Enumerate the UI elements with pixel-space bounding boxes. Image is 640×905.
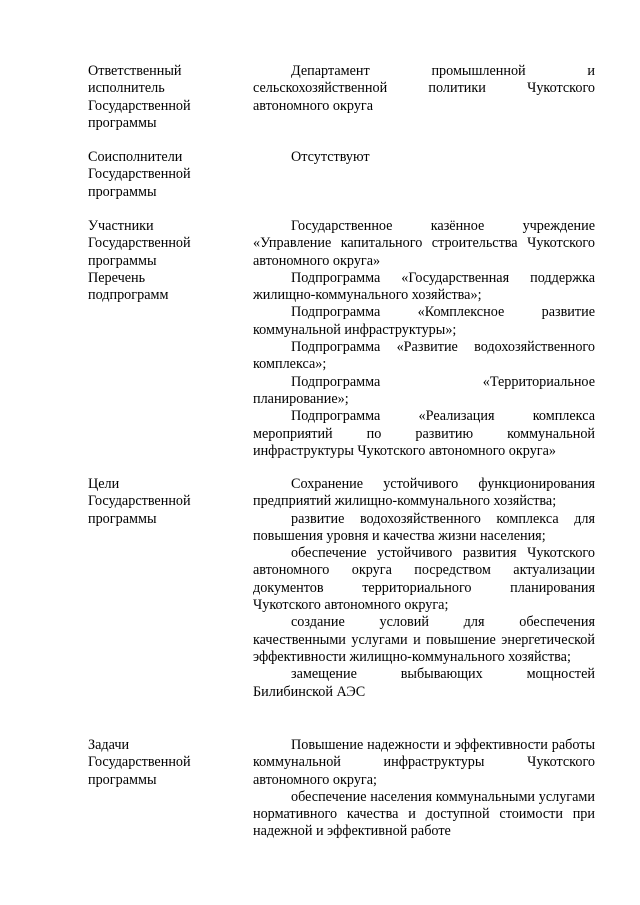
- row-label: [88, 149, 228, 201]
- label-line: Государственной: [88, 97, 191, 114]
- value-paragraph: создание условий для обеспечения качественными услугами и повышение энергетической эффективности жилищно-коммунального хозяйства;: [253, 614, 595, 665]
- label-line: Участники: [88, 218, 154, 234]
- row-label: [88, 63, 228, 132]
- label-line: Государственной: [88, 493, 191, 510]
- value-paragraph: Государственное казённое учреждение «Управление капитального строительства Чукотского автономного округа»: [253, 218, 595, 269]
- label-line: программы: [88, 114, 157, 131]
- value-paragraph: развитие водохозяйственного комплекса для повышения уровня и качества жизни населения;: [253, 510, 595, 544]
- row-label: [88, 737, 228, 789]
- label-line: программы: [88, 252, 157, 269]
- row-value: [253, 149, 595, 166]
- label-line: Государственной: [88, 754, 191, 771]
- label-line: программы: [88, 771, 157, 788]
- value-paragraph: Департамент промышленной и сельскохозяйственной политики Чукотского автономного округа: [253, 63, 595, 114]
- label-line: Соисполнители: [88, 149, 183, 165]
- label-line: исполнитель: [88, 80, 165, 97]
- value-paragraph: Подпрограмма «Развитие водохозяйственного комплекса»;: [253, 339, 595, 373]
- label-line: программы: [88, 510, 157, 527]
- label-line: Перечень: [88, 269, 146, 286]
- row-label: [88, 476, 228, 528]
- value-paragraph: Подпрограмма «Территориальное планирование»;: [253, 373, 595, 407]
- row-value: [253, 737, 595, 841]
- label-line: Государственной: [88, 235, 191, 252]
- label-line: Задачи: [88, 737, 130, 753]
- value-paragraph: Отсутствуют: [291, 149, 370, 165]
- label-line: программы: [88, 183, 157, 200]
- label-line: подпрограмм: [88, 287, 169, 304]
- label-line: Государственной: [88, 166, 191, 183]
- value-paragraph: Сохранение устойчивого функционирования предприятий жилищно-коммунального хозяйства;: [253, 476, 595, 510]
- label-line: Цели: [88, 476, 120, 492]
- row-label: [88, 218, 228, 304]
- value-paragraph: Подпрограмма «Реализация комплекса мероприятий по развитию коммунальной инфраструктуры Чукотского автономного округа»: [253, 408, 595, 459]
- value-paragraph: обеспечение устойчивого развития Чукотского автономного округа посредством актуализации документов территориального планирования Чукотского автономного округа;: [253, 545, 595, 614]
- label-line: Ответственный: [88, 63, 182, 79]
- row-value: [253, 218, 595, 460]
- value-paragraph: замещение выбывающих мощностей Билибинской АЭС: [253, 666, 595, 700]
- row-value: [253, 476, 595, 701]
- value-paragraph: обеспечение населения коммунальными услугами нормативного качества и доступной стоимости при надежной и эффективной работе: [253, 788, 595, 840]
- value-paragraph: Подпрограмма «Комплексное развитие коммунальной инфраструктуры»;: [253, 304, 595, 338]
- value-paragraph: Подпрограмма «Государственная поддержка жилищно-коммунального хозяйства»;: [253, 269, 595, 304]
- value-paragraph: Повышение надежности и эффективности работы коммунальной инфраструктуры Чукотского автономного округа;: [253, 737, 595, 788]
- row-value: [253, 63, 595, 115]
